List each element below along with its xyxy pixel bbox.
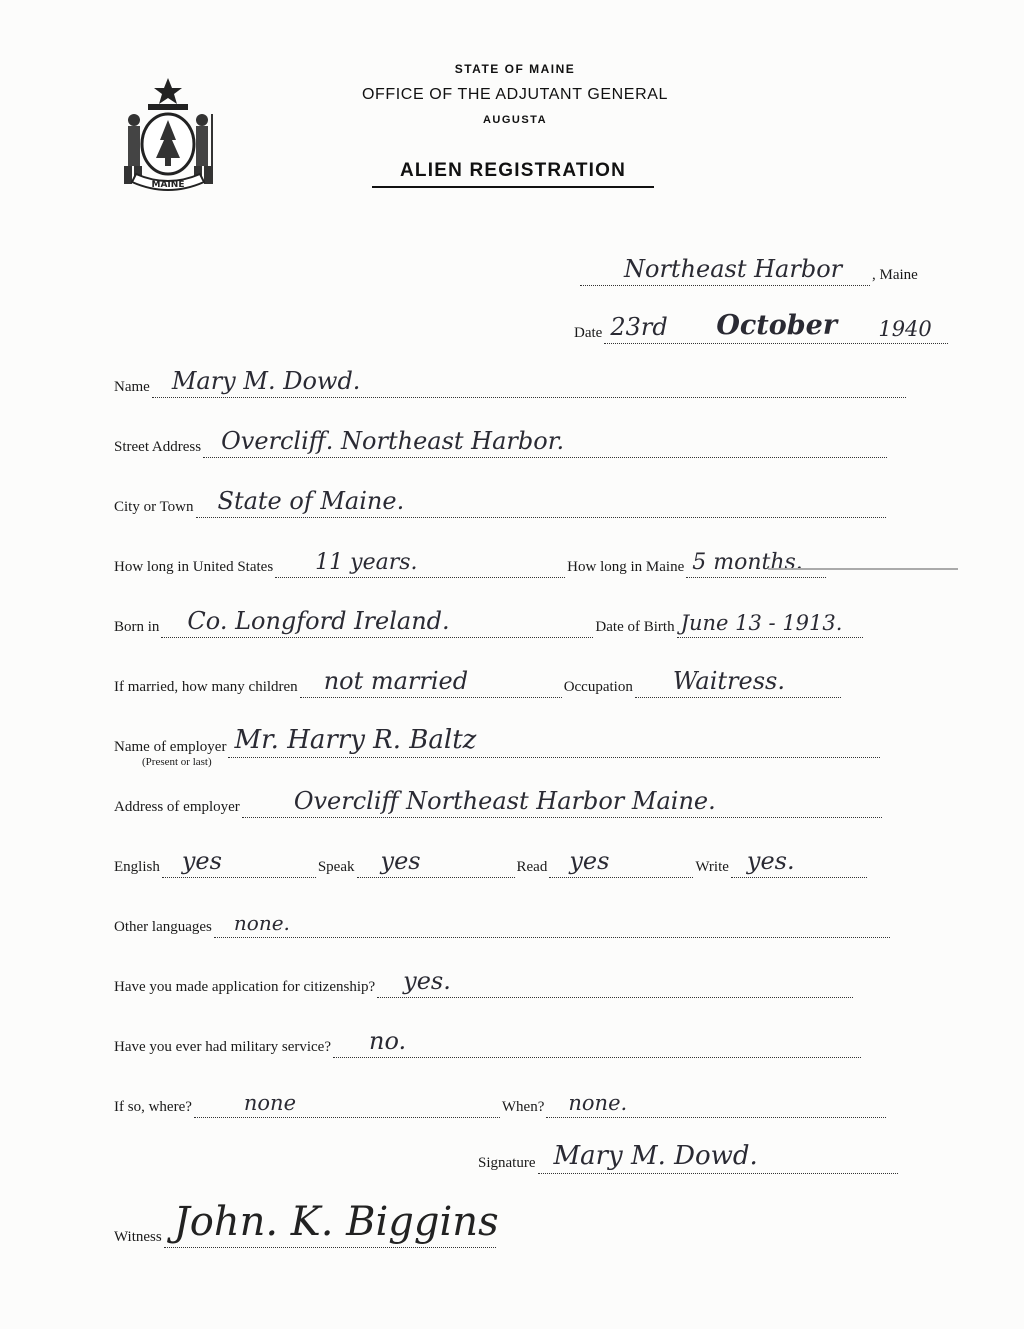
other-languages-row xyxy=(114,898,892,938)
name-value: Mary M. Dowd. xyxy=(171,367,361,395)
english-label: English xyxy=(114,859,160,875)
header-state: STATE OF MAINE xyxy=(454,62,576,76)
place-suffix: , Maine xyxy=(872,267,918,283)
place-field[interactable] xyxy=(580,249,870,286)
dob-field[interactable] xyxy=(677,601,863,638)
pencil-mark xyxy=(768,568,958,570)
city-label: City or Town xyxy=(114,499,194,515)
occupation-value: Waitress. xyxy=(672,667,785,695)
witness-value: John. K. Biggins xyxy=(173,1199,499,1245)
employer-value: Mr. Harry R. Baltz xyxy=(234,725,477,755)
born-in-value: Co. Longford Ireland. xyxy=(187,607,450,635)
read-label: Read xyxy=(516,859,548,875)
employer-address-label: Address of employer xyxy=(114,799,240,815)
witness-row xyxy=(114,1192,498,1248)
how-long-maine-value: 5 months. xyxy=(692,550,803,575)
military-row xyxy=(114,1018,863,1058)
signature-field[interactable] xyxy=(538,1137,898,1174)
where-when-row xyxy=(114,1078,888,1118)
employer-row xyxy=(114,718,882,758)
citizenship-label: Have you made application for citizenship? xyxy=(114,979,376,995)
speak-value: yes xyxy=(380,847,421,875)
date-field[interactable] xyxy=(604,307,948,344)
write-field[interactable] xyxy=(731,841,867,878)
where-label: If so, where? xyxy=(114,1099,192,1115)
date-month: October xyxy=(716,310,838,341)
other-languages-value: none. xyxy=(233,911,290,935)
maine-state-seal-icon xyxy=(112,74,224,196)
when-label: When? xyxy=(501,1099,545,1115)
military-label: Have you ever had military service? xyxy=(114,1039,331,1055)
street-label: Street Address xyxy=(114,439,202,455)
employer-address-field[interactable] xyxy=(242,781,882,818)
citizenship-field[interactable] xyxy=(377,961,853,998)
citizenship-value: yes. xyxy=(403,967,451,995)
date-label: Date xyxy=(574,325,603,341)
employer-sublabel: (Present or last) xyxy=(142,756,212,768)
children-value: not married xyxy=(323,667,469,695)
how-long-us-field[interactable] xyxy=(275,541,565,578)
children-label: If married, how many children xyxy=(114,679,298,695)
other-languages-label: Other languages xyxy=(114,919,212,935)
date-row xyxy=(574,304,950,344)
english-field[interactable] xyxy=(162,841,316,878)
when-value: none. xyxy=(568,1091,628,1115)
city-row xyxy=(114,478,888,518)
name-row xyxy=(114,358,908,398)
children-field[interactable] xyxy=(300,661,562,698)
city-value: State of Maine. xyxy=(217,487,405,515)
citizenship-row xyxy=(114,958,855,998)
signature-label: Signature xyxy=(478,1155,536,1171)
form-title: ALIEN REGISTRATION xyxy=(372,160,654,188)
how-long-maine-field[interactable] xyxy=(686,541,826,578)
born-row xyxy=(114,598,865,638)
witness-field[interactable] xyxy=(164,1195,499,1248)
how-long-us-label: How long in United States xyxy=(114,559,274,575)
occupation-field[interactable] xyxy=(635,661,841,698)
other-languages-field[interactable] xyxy=(214,901,890,938)
children-row xyxy=(114,658,843,698)
where-field[interactable] xyxy=(194,1081,500,1118)
date-year: 1940 xyxy=(878,317,932,341)
occupation-label: Occupation xyxy=(563,679,633,695)
street-row xyxy=(114,418,889,458)
read-field[interactable] xyxy=(549,841,693,878)
header-office: OFFICE OF THE ADJUTANT GENERAL xyxy=(361,86,669,103)
signature-row xyxy=(478,1134,900,1174)
read-value: yes xyxy=(569,847,610,875)
military-value: no. xyxy=(369,1027,407,1055)
employer-address-row xyxy=(114,778,884,818)
how-long-us-value: 11 years. xyxy=(315,550,418,575)
write-value: yes. xyxy=(746,847,795,875)
speak-field[interactable] xyxy=(357,841,515,878)
born-in-label: Born in xyxy=(114,619,160,635)
english-value: yes xyxy=(181,847,222,875)
signature-value: Mary M. Dowd. xyxy=(553,1141,758,1171)
place-row xyxy=(578,246,918,286)
witness-label: Witness xyxy=(114,1229,162,1245)
street-field[interactable] xyxy=(203,421,887,458)
date-day: 23rd xyxy=(610,313,668,341)
name-field[interactable] xyxy=(152,361,906,398)
header-city: AUGUSTA xyxy=(482,114,548,126)
language-row xyxy=(114,838,869,878)
where-value: none xyxy=(243,1091,297,1115)
how-long-row xyxy=(114,538,828,578)
speak-label: Speak xyxy=(317,859,355,875)
seal-banner-text: MAINE xyxy=(151,180,185,190)
employer-address-value: Overcliff Northeast Harbor Maine. xyxy=(293,787,716,815)
city-field[interactable] xyxy=(196,481,886,518)
born-in-field[interactable] xyxy=(161,601,593,638)
how-long-maine-label: How long in Maine xyxy=(567,559,685,575)
street-value: Overcliff. Northeast Harbor. xyxy=(221,427,565,455)
place-value: Northeast Harbor xyxy=(624,255,843,283)
employer-field[interactable] xyxy=(228,721,880,758)
dob-value: June 13 - 1913. xyxy=(680,611,843,635)
write-label: Write xyxy=(695,859,729,875)
employer-label: Name of employer xyxy=(114,739,227,755)
name-label: Name xyxy=(114,379,150,395)
dob-label: Date of Birth xyxy=(595,619,675,635)
military-field[interactable] xyxy=(333,1021,861,1058)
when-field[interactable] xyxy=(546,1081,886,1118)
